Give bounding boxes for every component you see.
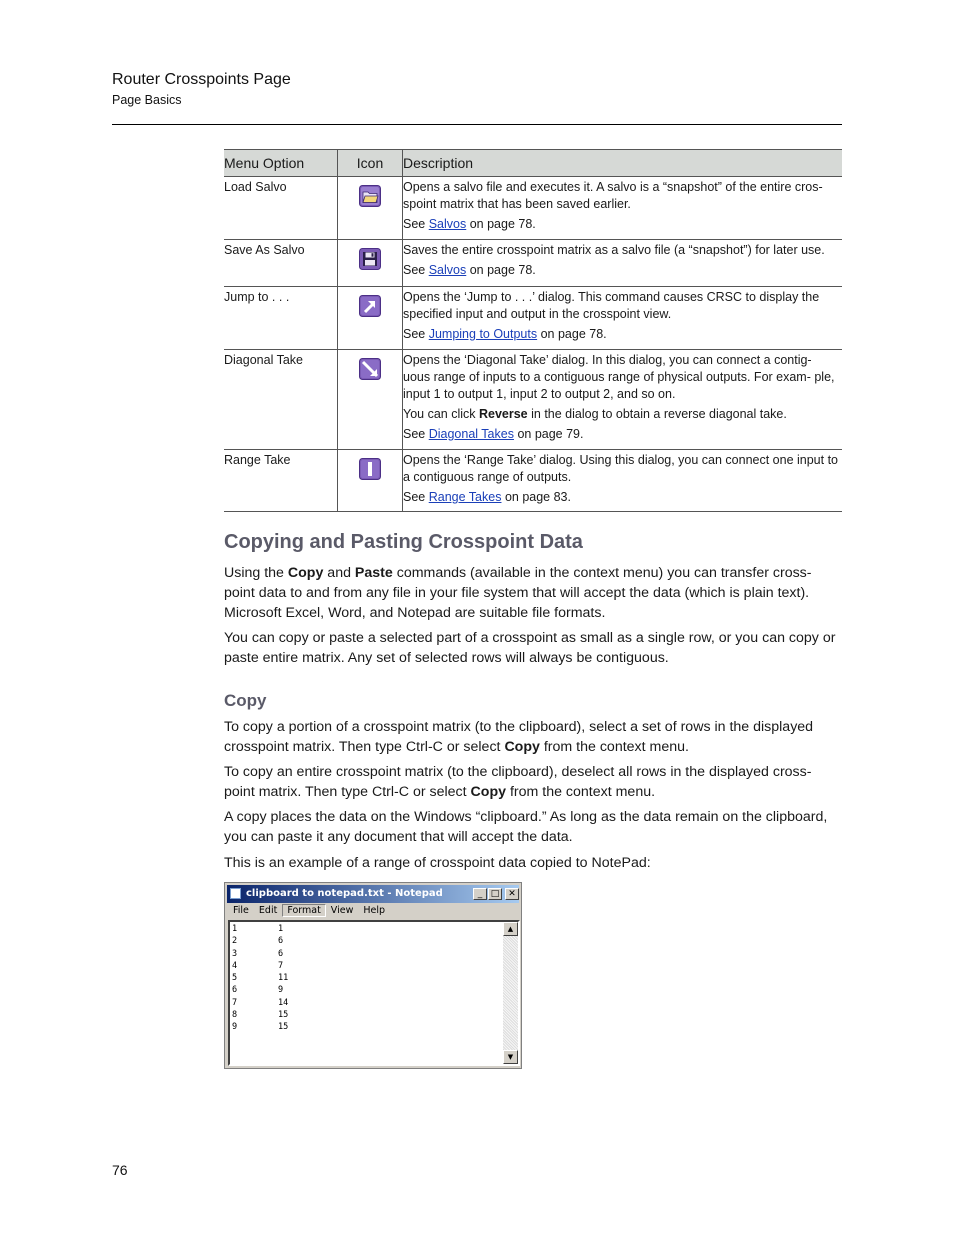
section-paragraph-1: Using the Copy and Paste commands (available in the context menu) you can transfer cross- point data to and from any file in your file system that will accept the data (which is plain text). Microsoft Excel, Word, and Notepad are suitable file formats. bbox=[224, 565, 812, 621]
maximize-button[interactable]: □ bbox=[488, 888, 502, 900]
text-line: 9 15 bbox=[232, 1022, 289, 1033]
text-line: 5 11 bbox=[232, 973, 289, 984]
vertical-scrollbar[interactable] bbox=[503, 922, 518, 1064]
menu-option-name: Load Salvo bbox=[224, 177, 338, 240]
close-button[interactable]: ✕ bbox=[505, 888, 519, 900]
header-icon: Icon bbox=[338, 150, 403, 177]
table-row: Jump to . . . Opens the ‘Jump to . . .’ dialog. This command causes CRSC to display the specified input and output in the crosspoint view. See Jumping to Outputs on page 78. bbox=[224, 287, 842, 350]
open-folder-icon bbox=[359, 185, 381, 212]
section-paragraph-2: You can copy or paste a selected part of a crosspoint as small as a single row, or you can copy or paste entire matrix. Any set of selected rows will always be contiguous. bbox=[224, 630, 836, 666]
text-line: 4 7 bbox=[232, 960, 284, 971]
table-row: Diagonal Take Opens the ‘Diagonal Take’ dialog. In this dialog, you can connect a contig- uous range of inputs to a contiguous range of physical outputs. For exam- ple, input 1 to output 1, input 2 to output 2, and so on. You can click Reverse in the dialog to obtain a reverse diagonal take. See Diagonal Takes on page 79. bbox=[224, 350, 842, 450]
menu-option-name: Save As Salvo bbox=[224, 240, 338, 287]
copy-paragraph-2: To copy an entire crosspoint matrix (to the clipboard), deselect all rows in the displayed cross- point matrix. Then type Ctrl-C or select Copy from the context menu. bbox=[224, 764, 812, 800]
link-jumping-to-outputs[interactable]: Jumping to Outputs bbox=[428, 327, 538, 341]
table-header-row bbox=[224, 150, 842, 177]
copy-paragraph-4: This is an example of a range of crosspoint data copied to NotePad: bbox=[224, 855, 651, 871]
copy-paragraph-3: A copy places the data on the Windows “clipboard.” As long as the data remain on the clipboard, you can paste it any document that will accept the data. bbox=[224, 809, 828, 845]
menu-edit[interactable]: Edit bbox=[258, 905, 278, 916]
range-take-icon bbox=[359, 458, 381, 485]
table-row: Load Salvo Opens a salvo file and executes it. A salvo is a “snapshot” of the entire cros- spoint matrix that has been saved earlier. See Salvos on page 78. bbox=[224, 177, 842, 240]
running-header-title: Router Crosspoints Page bbox=[112, 71, 291, 88]
link-range-takes[interactable]: Range Takes bbox=[428, 490, 502, 504]
menu-option-name: Range Take bbox=[224, 450, 338, 512]
row-description: Opens the ‘Range Take’ dialog. Using this dialog, you can connect one input to a contiguous range of outputs. bbox=[403, 453, 839, 484]
page-number: 76 bbox=[112, 1162, 128, 1178]
table-row: Range Take Opens the ‘Range Take’ dialog. Using this dialog, you can connect one input to a contiguous range of outputs. See Range Takes on page 83. bbox=[224, 450, 842, 512]
menu-options-table bbox=[224, 149, 842, 512]
section-heading: Copying and Pasting Crosspoint Data bbox=[224, 531, 583, 553]
row-description: Saves the entire crosspoint matrix as a salvo file (a “snapshot”) for later use. bbox=[403, 243, 825, 257]
notepad-app-icon bbox=[230, 888, 241, 899]
header-description: Description bbox=[403, 150, 843, 177]
save-disk-icon bbox=[359, 248, 381, 275]
table-row: Save As Salvo Saves the entire crosspoint matrix as a salvo file (a “snapshot”) for later use. See Salvos on page 78. bbox=[224, 240, 842, 287]
subsection-heading: Copy bbox=[224, 691, 267, 710]
link-salvos[interactable]: Salvos bbox=[428, 263, 467, 277]
header-rule bbox=[112, 124, 842, 125]
copy-paragraph-1: To copy a portion of a crosspoint matrix (to the clipboard), select a set of rows in the displayed crosspoint matrix. Then type Ctrl-C or select Copy from the context menu. bbox=[224, 719, 814, 755]
notepad-menubar bbox=[228, 904, 390, 919]
text-line: 7 14 bbox=[232, 997, 289, 1008]
menu-view[interactable]: View bbox=[330, 905, 354, 916]
diagonal-take-icon bbox=[359, 358, 381, 385]
notepad-titlebar bbox=[227, 885, 519, 903]
menu-option-name: Jump to . . . bbox=[224, 287, 338, 350]
notepad-title: clipboard to notepad.txt - Notepad bbox=[246, 888, 443, 899]
menu-help[interactable]: Help bbox=[363, 905, 386, 916]
jump-arrow-icon bbox=[359, 295, 381, 322]
link-salvos[interactable]: Salvos bbox=[428, 217, 467, 231]
scroll-down-button[interactable]: ▼ bbox=[503, 1050, 518, 1064]
row-description: Opens the ‘Jump to . . .’ dialog. This command causes CRSC to display the specified input and output in the crosspoint view. bbox=[403, 290, 820, 321]
notepad-text-area[interactable] bbox=[228, 920, 520, 1066]
text-line: 3 6 bbox=[232, 948, 284, 959]
text-line: 2 6 bbox=[232, 936, 284, 947]
menu-file[interactable]: File bbox=[233, 905, 249, 916]
menu-option-name: Diagonal Take bbox=[224, 350, 338, 450]
text-line: 8 15 bbox=[232, 1010, 289, 1021]
text-line: 1 1 bbox=[232, 924, 284, 934]
text-line: 6 9 bbox=[232, 985, 284, 996]
reverse-keyword: Reverse bbox=[478, 407, 528, 421]
row-description: Opens a salvo file and executes it. A salvo is a “snapshot” of the entire cros- spoint matrix that has been saved earlier. bbox=[403, 180, 823, 211]
link-diagonal-takes[interactable]: Diagonal Takes bbox=[428, 427, 514, 441]
running-header-subtitle: Page Basics bbox=[112, 93, 182, 107]
notepad-screenshot bbox=[224, 882, 522, 1069]
row-description: Opens the ‘Diagonal Take’ dialog. In this dialog, you can connect a contig- uous range of inputs to a contiguous range of physical outputs. For exam- ple, input 1 to output 1, input 2 to output 2, and so on. bbox=[403, 353, 835, 401]
header-menu-option: Menu Option bbox=[224, 150, 338, 177]
menu-format[interactable]: Format bbox=[282, 904, 325, 917]
scroll-up-button[interactable]: ▲ bbox=[503, 922, 518, 936]
minimize-button[interactable]: _ bbox=[473, 888, 487, 900]
